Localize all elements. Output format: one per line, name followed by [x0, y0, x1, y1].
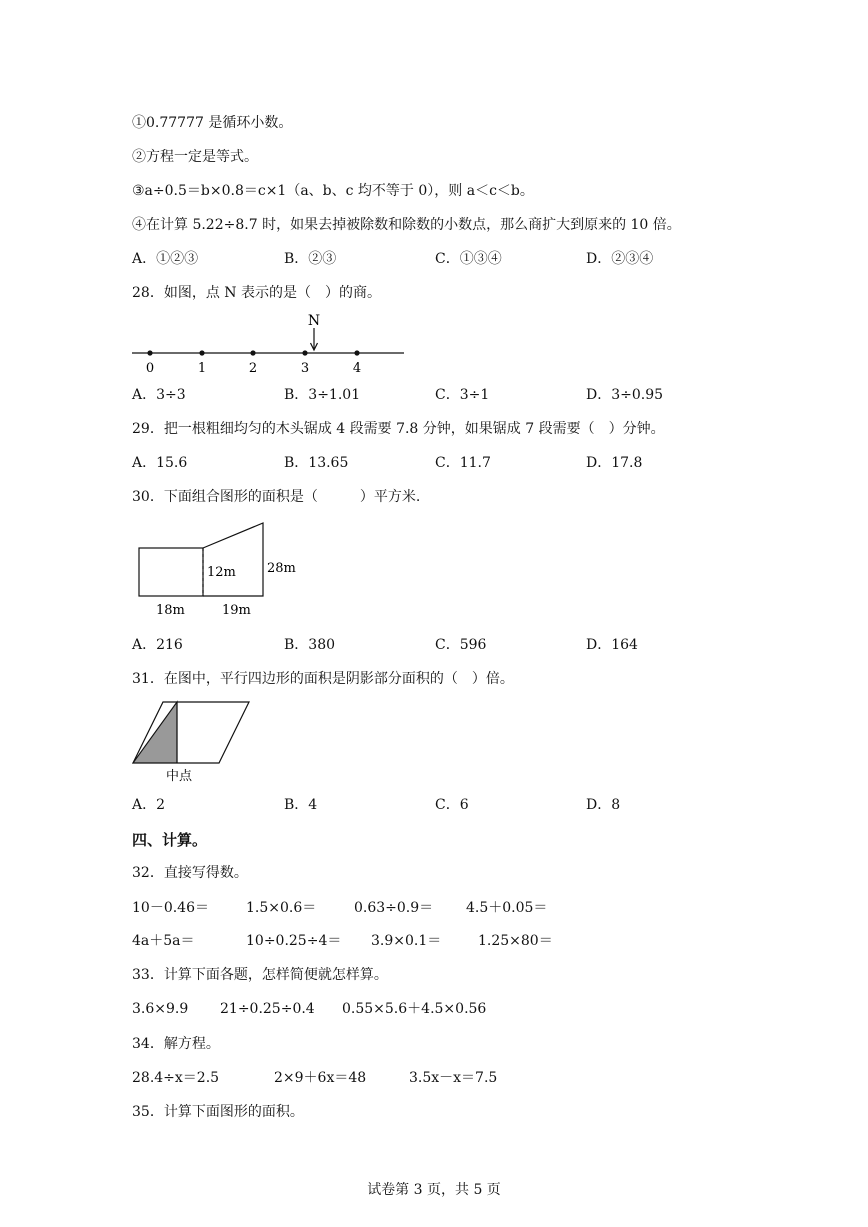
calc-item: 1.25×80＝	[478, 933, 553, 949]
q30-option-d[interactable]: D．164	[586, 637, 638, 653]
composite-shape-figure	[132, 520, 302, 620]
q27-statement-4: ④在计算 5.22÷8.7 时，如果去掉被除数和除数的小数点，那么商扩大到原来的 10 倍。	[132, 217, 681, 233]
q32-row-2	[132, 932, 732, 950]
q31-option-d[interactable]: D．8	[586, 797, 621, 813]
tick-label-1: 1	[197, 361, 207, 376]
calc-item: 3.9×0.1＝	[371, 933, 442, 949]
equation-item: 28.4÷x＝2.5	[132, 1070, 220, 1086]
q27-option-c[interactable]: C．①③④	[435, 251, 502, 267]
tick-dot	[354, 350, 359, 355]
q32-stem: 32．直接写得数。	[132, 865, 248, 881]
q28-stem: 28．如图，点 N 表示的是（ ）的商。	[132, 285, 381, 301]
q30-options	[132, 636, 752, 654]
calc-item: 10－0.46＝	[132, 900, 209, 916]
tick-label-2: 2	[248, 361, 258, 376]
tick-label-4: 4	[352, 361, 362, 376]
q29-options	[132, 454, 752, 472]
q29-stem: 29．把一根粗细均匀的木头锯成 4 段需要 7.8 分钟，如果锯成 7 段需要（ ）分钟。	[132, 421, 665, 437]
q27-option-d[interactable]: D．②③④	[586, 251, 654, 267]
q27-statement-3: ③a÷0.5＝b×0.8＝c×1（a、b、c 均不等于 0），则 a＜c＜b。	[132, 183, 534, 199]
q29-option-d[interactable]: D．17.8	[586, 455, 643, 471]
q30-stem: 30．下面组合图形的面积是（ ）平方米.	[132, 489, 421, 505]
q31-stem: 31．在图中，平行四边形的面积是阴影部分面积的（ ）倍。	[132, 671, 514, 687]
parallelogram-figure	[130, 698, 255, 788]
shaded-triangle	[133, 702, 177, 763]
q31-option-b[interactable]: B．4	[284, 797, 318, 813]
calc-item: 4a＋5a＝	[132, 933, 195, 949]
calc-item: 0.55×5.6＋4.5×0.56	[342, 1001, 487, 1017]
rectangle-shape	[139, 548, 203, 596]
q31-options	[132, 796, 752, 814]
q29-option-c[interactable]: C．11.7	[435, 455, 491, 471]
tick-dot	[250, 350, 255, 355]
page-footer: 试卷第 3 页，共 5 页	[367, 1182, 501, 1198]
q31-option-a[interactable]: A．2	[132, 797, 166, 813]
left-base-label: 18m	[156, 603, 185, 618]
section-title: 四、计算。	[132, 831, 208, 849]
equation-item: 2×9＋6x＝48	[274, 1070, 367, 1086]
q31-option-c[interactable]: C．6	[435, 797, 469, 813]
q28-options	[132, 386, 752, 404]
inner-height-label: 12m	[207, 565, 236, 580]
q27-option-b[interactable]: B．②③	[284, 251, 337, 267]
q28-option-b[interactable]: B．3÷1.01	[284, 387, 361, 403]
calc-item: 3.6×9.9	[132, 1001, 189, 1017]
midpoint-label: 中点	[166, 769, 193, 784]
q29-option-b[interactable]: B．13.65	[284, 455, 349, 471]
q27-statement-2: ②方程一定是等式。	[132, 149, 258, 165]
q30-option-b[interactable]: B．380	[284, 637, 336, 653]
q28-option-a[interactable]: A．3÷3	[132, 387, 186, 403]
q34-items	[132, 1069, 732, 1087]
q28-option-c[interactable]: C．3÷1	[435, 387, 490, 403]
q27-statement-1: ①0.77777 是循环小数。	[132, 115, 293, 131]
trapezoid-shape	[203, 523, 263, 596]
tick-dot	[147, 350, 152, 355]
tick-label-3: 3	[300, 361, 310, 376]
point-n-label: N	[307, 313, 321, 329]
number-line-figure	[128, 310, 408, 380]
q30-option-c[interactable]: C．596	[435, 637, 487, 653]
tick-dot	[302, 350, 307, 355]
q30-option-a[interactable]: A．216	[132, 637, 183, 653]
calc-item: 0.63÷0.9＝	[354, 900, 434, 916]
q27-option-a[interactable]: A．①②③	[132, 251, 199, 267]
calc-item: 4.5＋0.05＝	[466, 900, 548, 916]
right-base-label: 19m	[222, 603, 251, 618]
q27-options	[132, 250, 752, 268]
calc-item: 10÷0.25÷4＝	[246, 933, 342, 949]
calc-item: 21÷0.25÷0.4	[220, 1001, 315, 1017]
q34-stem: 34．解方程。	[132, 1036, 220, 1052]
q28-option-d[interactable]: D．3÷0.95	[586, 387, 664, 403]
calc-item: 1.5×0.6＝	[246, 900, 317, 916]
tick-label-0: 0	[145, 361, 155, 376]
tick-dot	[199, 350, 204, 355]
q35-stem: 35．计算下面图形的面积。	[132, 1104, 304, 1120]
q33-stem: 33．计算下面各题，怎样简便就怎样算。	[132, 967, 388, 983]
q29-option-a[interactable]: A．15.6	[132, 455, 188, 471]
equation-item: 3.5x－x＝7.5	[409, 1070, 498, 1086]
right-height-label: 28m	[267, 561, 296, 576]
q32-row-1	[132, 899, 732, 917]
q33-items	[132, 1000, 732, 1018]
